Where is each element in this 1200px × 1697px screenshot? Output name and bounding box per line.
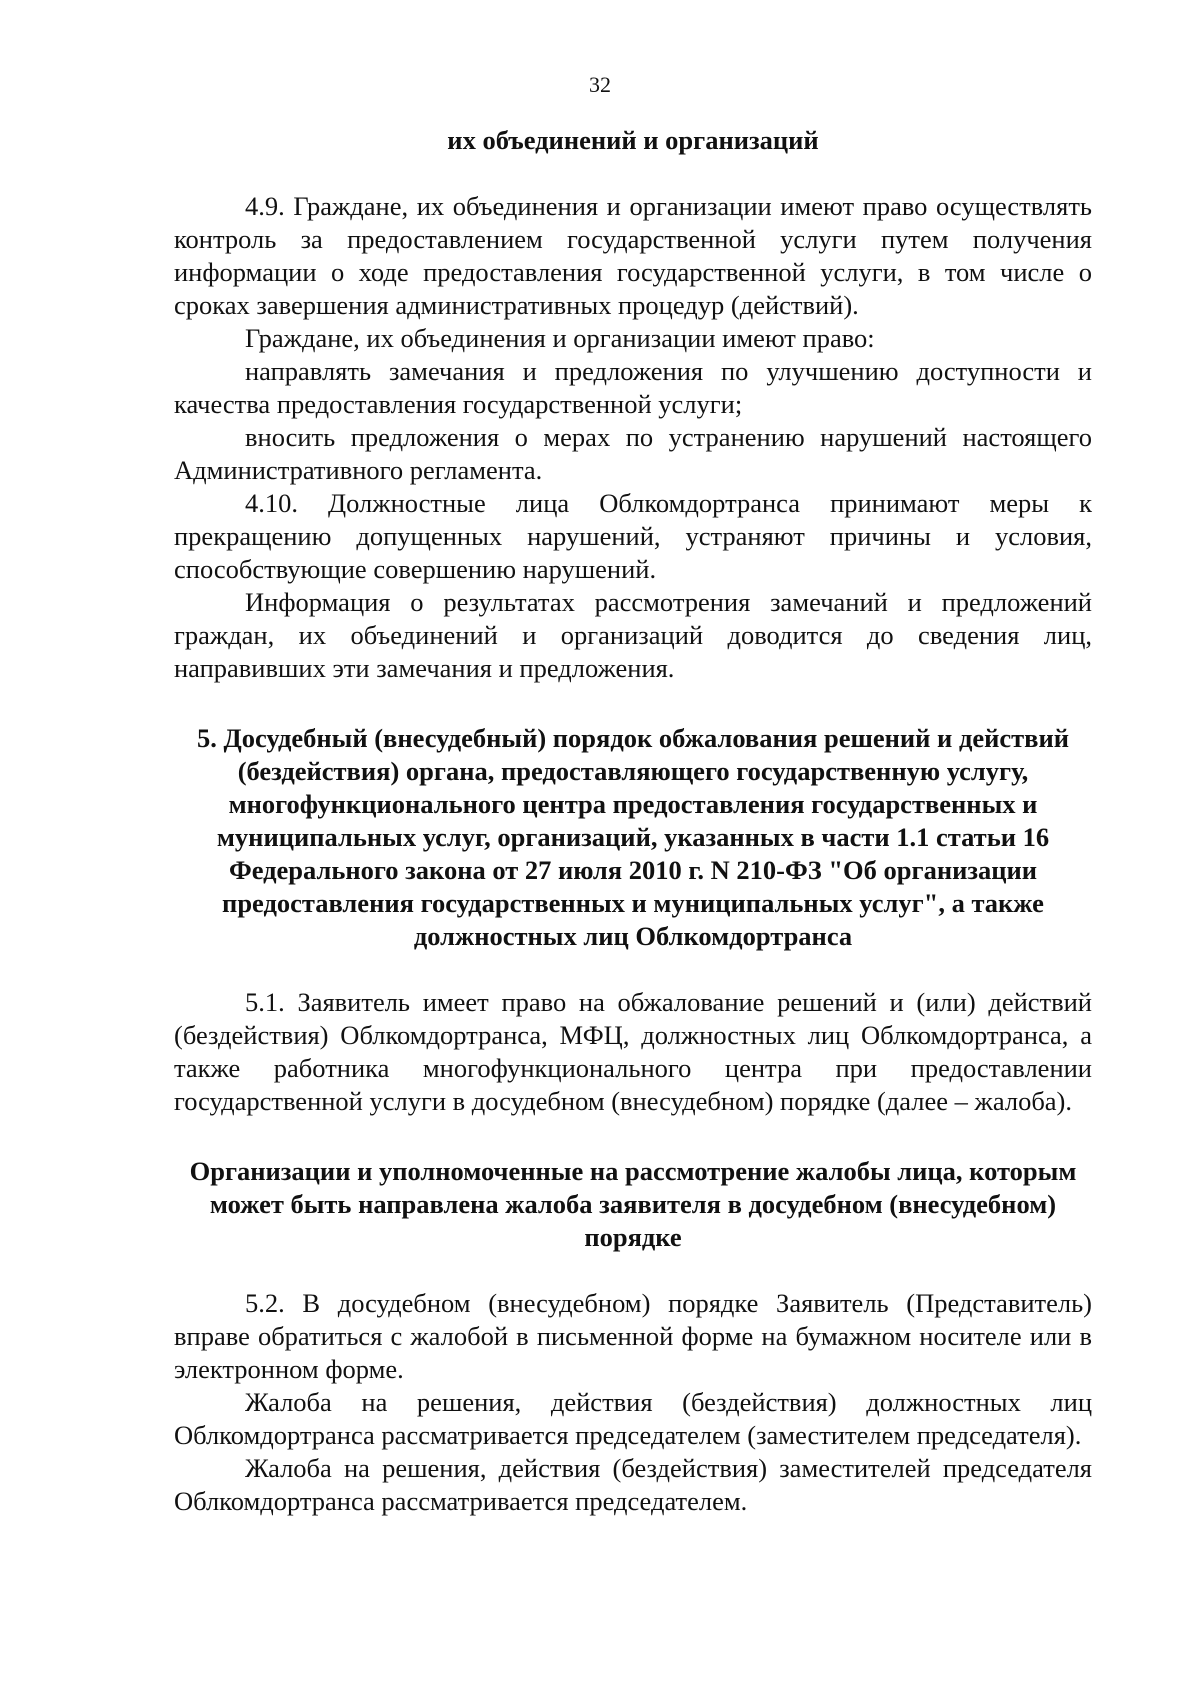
spacer: [174, 953, 1092, 986]
section-5-heading: 5. Досудебный (внесудебный) порядок обжалования решений и действий (бездействия) органа, предоставляющего государственную услугу, многофункционального центра предоставления государственных и муниципальных услуг, организаций, указанных в части 1.1 статьи 16 Федерального закона от 27 июля 2010 г. N 210-ФЗ "Об организации предоставления государственных и муниципальных услуг", а также должностных лиц Облкомдортранса: [196, 723, 1070, 951]
paragraph-4-9: 4.9. Граждане, их объединения и организации имеют право осуществлять контроль за предоставлением государственной услуги путем получения информации о ходе предоставления государственной услуги, в том числе о сроках завершения административных процедур (действий).: [174, 191, 1092, 320]
paragraph-4-10: 4.10. Должностные лица Облкомдортранса принимают меры к прекращению допущенных нарушений, устраняют причины и условия, способствующие совершению нарушений.: [174, 488, 1092, 584]
paragraph-rights-intro: Граждане, их объединения и организации имеют право:: [245, 323, 875, 353]
paragraph-complaint-deputies: Жалоба на решения, действия (бездействия) заместителей председателя Облкомдортранса рассматривается председателем.: [174, 1453, 1092, 1516]
paragraph-5-1: 5.1. Заявитель имеет право на обжалование решений и (или) действий (бездействия) Облкомдортранса, МФЦ, должностных лиц Облкомдортранса, а также работника многофункционального центра при предоставлении государственной услуги в досудебном (внесудебном) порядке (далее – жалоба).: [174, 987, 1092, 1116]
spacer: [174, 1254, 1092, 1287]
subsection-heading-citizen-control: их объединений и организаций: [447, 125, 819, 155]
document-body: [174, 124, 1092, 1518]
paragraph-complaint-officials: Жалоба на решения, действия (бездействия) должностных лиц Облкомдортранса рассматривается председателем (заместителем председателя).: [174, 1387, 1092, 1450]
paragraph-5-2: 5.2. В досудебном (внесудебном) порядке Заявитель (Представитель) вправе обратиться с жалобой в письменной форме на бумажном носителе или в электронном форме.: [174, 1288, 1092, 1384]
spacer: [174, 1118, 1092, 1155]
paragraph-rights-proposals: вносить предложения о мерах по устранению нарушений настоящего Административного регламента.: [174, 422, 1092, 485]
spacer: [174, 157, 1092, 190]
subsection-heading-complaint-bodies: Организации и уполномоченные на рассмотрение жалобы лица, которым может быть направлена жалоба заявителя в досудебном (внесудебном) порядке: [189, 1156, 1077, 1252]
paragraph-results-info: Информация о результатах рассмотрения замечаний и предложений граждан, их объединений и организаций доводится до сведения лиц, направивших эти замечания и предложения.: [174, 587, 1092, 683]
paragraph-rights-remarks: направлять замечания и предложения по улучшению доступности и качества предоставления государственной услуги;: [174, 356, 1092, 419]
page-number: 32: [589, 72, 611, 97]
spacer: [174, 685, 1092, 722]
